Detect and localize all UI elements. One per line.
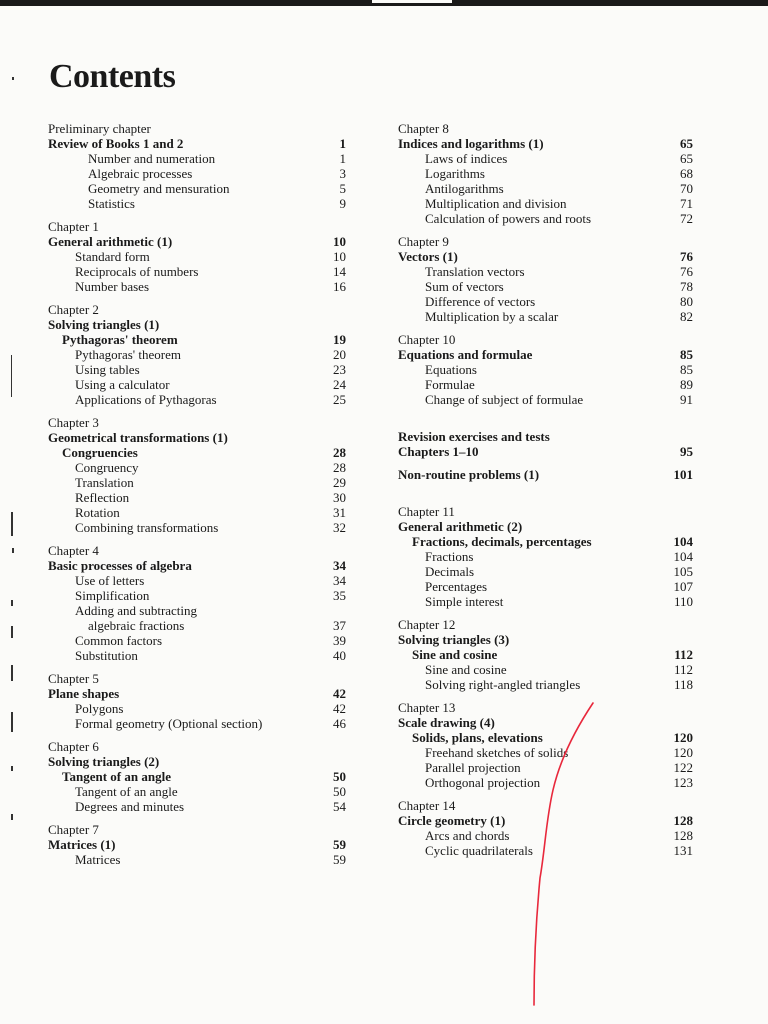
- entry-text: Sine and cosine: [425, 662, 507, 677]
- entry-text: Sine and cosine: [412, 647, 498, 662]
- page-number: 59: [333, 852, 346, 867]
- entry-text: Sum of vectors: [425, 279, 504, 294]
- entry-text: General arithmetic (1): [48, 234, 173, 249]
- page-number: 85: [680, 347, 693, 362]
- entry-text: Polygons: [75, 701, 124, 716]
- page-number: 42: [333, 701, 346, 716]
- page-number: 95: [680, 444, 693, 459]
- page-number: 122: [673, 760, 693, 775]
- entry-text: Arcs and chords: [425, 828, 510, 843]
- entry-text: Calculation of powers and roots: [425, 211, 592, 226]
- entry-text: Solids, plans, elevations: [412, 730, 543, 745]
- page-number: 112: [674, 647, 693, 662]
- entry-text: Freehand sketches of solids: [425, 745, 569, 760]
- entry-text: Plane shapes: [48, 686, 120, 701]
- page-number: 110: [673, 594, 693, 609]
- entry-text: Chapter 9: [398, 234, 449, 249]
- page-number: 118: [673, 677, 693, 692]
- page-number: 54: [333, 799, 346, 814]
- entry-text: Antilogarithms: [425, 181, 504, 196]
- entry-text: Use of letters: [75, 573, 145, 588]
- page-number: 9: [339, 196, 346, 211]
- entry-text: Formulae: [425, 377, 475, 392]
- entry-text: Chapter 10: [398, 332, 456, 347]
- page-number: 71: [680, 196, 693, 211]
- entry-text: Circle geometry (1): [398, 813, 506, 828]
- entry-text: Common factors: [75, 633, 163, 648]
- page-number: 91: [680, 392, 693, 407]
- page-number: 131: [673, 843, 693, 858]
- page-number: 10: [333, 249, 346, 264]
- page-number: 10: [333, 234, 346, 249]
- entry-text: Logarithms: [425, 166, 485, 181]
- entry-text: Chapter 6: [48, 739, 99, 754]
- entry-text: Degrees and minutes: [75, 799, 185, 814]
- page-number: 34: [333, 558, 346, 573]
- entry-text: Cyclic quadrilaterals: [425, 843, 533, 858]
- entry-text: Combining transformations: [75, 520, 219, 535]
- page-number: 128: [673, 828, 693, 843]
- page-number: 101: [673, 467, 693, 482]
- page-number: 14: [333, 264, 346, 279]
- entry-text: Equations: [425, 362, 477, 377]
- page-number: 104: [673, 549, 693, 564]
- page-number: 25: [333, 392, 346, 407]
- entry-text: Substitution: [75, 648, 138, 663]
- entry-text: Scale drawing (4): [398, 715, 495, 730]
- page-number: 104: [673, 534, 693, 549]
- page-number: 3: [339, 166, 346, 181]
- entry-text: Review of Books 1 and 2: [48, 136, 184, 151]
- entry-text: Using a calculator: [75, 377, 170, 392]
- entry-text: Chapter 13: [398, 700, 456, 715]
- entry-text: Percentages: [425, 579, 488, 594]
- page-number: 120: [673, 745, 693, 760]
- page-number: 24: [333, 377, 346, 392]
- page-number: 65: [680, 151, 693, 166]
- page-number: 89: [680, 377, 693, 392]
- page-number: 39: [333, 633, 346, 648]
- page-number: 32: [333, 520, 346, 535]
- page-number: 35: [333, 588, 346, 603]
- entry-text: Change of subject of formulae: [425, 392, 584, 407]
- entry-text: Revision exercises and tests: [398, 429, 550, 444]
- page-number: 107: [673, 579, 693, 594]
- entry-text: Congruency: [75, 460, 139, 475]
- page-number: 40: [333, 648, 346, 663]
- page-number: 19: [333, 332, 346, 347]
- page-number: 31: [333, 505, 346, 520]
- entry-text: Geometry and mensuration: [88, 181, 230, 196]
- entry-text: Tangent of an angle: [75, 784, 178, 799]
- entry-text: Rotation: [75, 505, 120, 520]
- page-number: 46: [333, 716, 346, 731]
- entry-text: Laws of indices: [425, 151, 508, 166]
- entry-text: Solving triangles (2): [48, 754, 160, 769]
- entry-text: Reciprocals of numbers: [75, 264, 199, 279]
- page-number: 23: [333, 362, 346, 377]
- entry-text: Translation vectors: [425, 264, 525, 279]
- page-number: 50: [333, 769, 346, 784]
- entry-text: Vectors (1): [398, 249, 458, 264]
- entry-text: Number and numeration: [88, 151, 216, 166]
- entry-text: Statistics: [88, 196, 135, 211]
- entry-text: Basic processes of algebra: [48, 558, 192, 573]
- page-number: 76: [680, 264, 693, 279]
- entry-text: Chapter 8: [398, 121, 449, 136]
- entry-text: Solving right-angled triangles: [425, 677, 581, 692]
- entry-text: Fractions: [425, 549, 474, 564]
- entry-text: Chapter 4: [48, 543, 99, 558]
- page-number: 68: [680, 166, 693, 181]
- page-number: 50: [333, 784, 346, 799]
- entry-text: Chapter 7: [48, 822, 99, 837]
- entry-text: Orthogonal projection: [425, 775, 541, 790]
- entry-text: Pythagoras' theorem: [62, 332, 178, 347]
- entry-text: Algebraic processes: [88, 166, 193, 181]
- entry-text: Solving triangles (3): [398, 632, 510, 647]
- entry-text: Reflection: [75, 490, 130, 505]
- entry-text: Adding and subtracting: [75, 603, 198, 618]
- entry-text: Tangent of an angle: [62, 769, 171, 784]
- page-number: 28: [333, 445, 346, 460]
- entry-text: Equations and formulae: [398, 347, 533, 362]
- page-number: 80: [680, 294, 693, 309]
- page-number: 65: [680, 136, 693, 151]
- entry-text: Translation: [75, 475, 134, 490]
- entry-text: Standard form: [75, 249, 150, 264]
- entry-text: Indices and logarithms (1): [398, 136, 544, 151]
- entry-text: Simple interest: [425, 594, 504, 609]
- page-number: 42: [333, 686, 346, 701]
- page-number: 20: [333, 347, 346, 362]
- entry-text: Chapter 1: [48, 219, 99, 234]
- page-number: 1: [339, 151, 346, 166]
- page-number: 5: [339, 181, 346, 196]
- page-number: 76: [680, 249, 693, 264]
- entry-text: algebraic fractions: [88, 618, 185, 633]
- page-number: 82: [680, 309, 693, 324]
- entry-text: Difference of vectors: [425, 294, 536, 309]
- entry-text: Chapters 1–10: [398, 444, 479, 459]
- page-number: 72: [680, 211, 693, 226]
- page-number: 59: [333, 837, 346, 852]
- page-number: 78: [680, 279, 693, 294]
- entry-text: Number bases: [75, 279, 150, 294]
- page-number: 29: [333, 475, 346, 490]
- entry-text: Chapter 14: [398, 798, 456, 813]
- entry-text: Simplification: [75, 588, 150, 603]
- entry-text: Pythagoras' theorem: [75, 347, 181, 362]
- page-number: 34: [333, 573, 346, 588]
- page-number: 128: [673, 813, 693, 828]
- page-number: 123: [673, 775, 693, 790]
- entry-text: Matrices: [75, 852, 121, 867]
- entry-text: Formal geometry (Optional section): [75, 716, 263, 731]
- entry-text: Solving triangles (1): [48, 317, 160, 332]
- page-number: 30: [333, 490, 346, 505]
- entry-text: Chapter 2: [48, 302, 99, 317]
- entry-text: Fractions, decimals, percentages: [412, 534, 592, 549]
- page-number: 85: [680, 362, 693, 377]
- entry-text: Congruencies: [62, 445, 138, 460]
- entry-text: Decimals: [425, 564, 475, 579]
- entry-text: Chapter 3: [48, 415, 99, 430]
- entry-text: Chapter 12: [398, 617, 456, 632]
- entry-text: Chapter 5: [48, 671, 99, 686]
- page-number: 120: [673, 730, 693, 745]
- entry-text: Applications of Pythagoras: [75, 392, 217, 407]
- page-number: 112: [673, 662, 693, 677]
- page-number: 28: [333, 460, 346, 475]
- entry-text: Using tables: [75, 362, 140, 377]
- entry-text: Matrices (1): [48, 837, 116, 852]
- entry-text: Multiplication and division: [425, 196, 567, 211]
- entry-text: Multiplication by a scalar: [425, 309, 559, 324]
- page-title: Contents: [49, 58, 176, 95]
- page-number: 70: [680, 181, 693, 196]
- entry-text: General arithmetic (2): [398, 519, 523, 534]
- entry-text: Chapter 11: [398, 504, 455, 519]
- page-number: 1: [339, 136, 346, 151]
- entry-text: Geometrical transformations (1): [48, 430, 228, 445]
- entry-text: Preliminary chapter: [48, 121, 151, 136]
- entry-text: Parallel projection: [425, 760, 521, 775]
- entry-text: Non-routine problems (1): [398, 467, 540, 482]
- page-number: 16: [333, 279, 346, 294]
- page-number: 37: [333, 618, 346, 633]
- page-number: 105: [673, 564, 693, 579]
